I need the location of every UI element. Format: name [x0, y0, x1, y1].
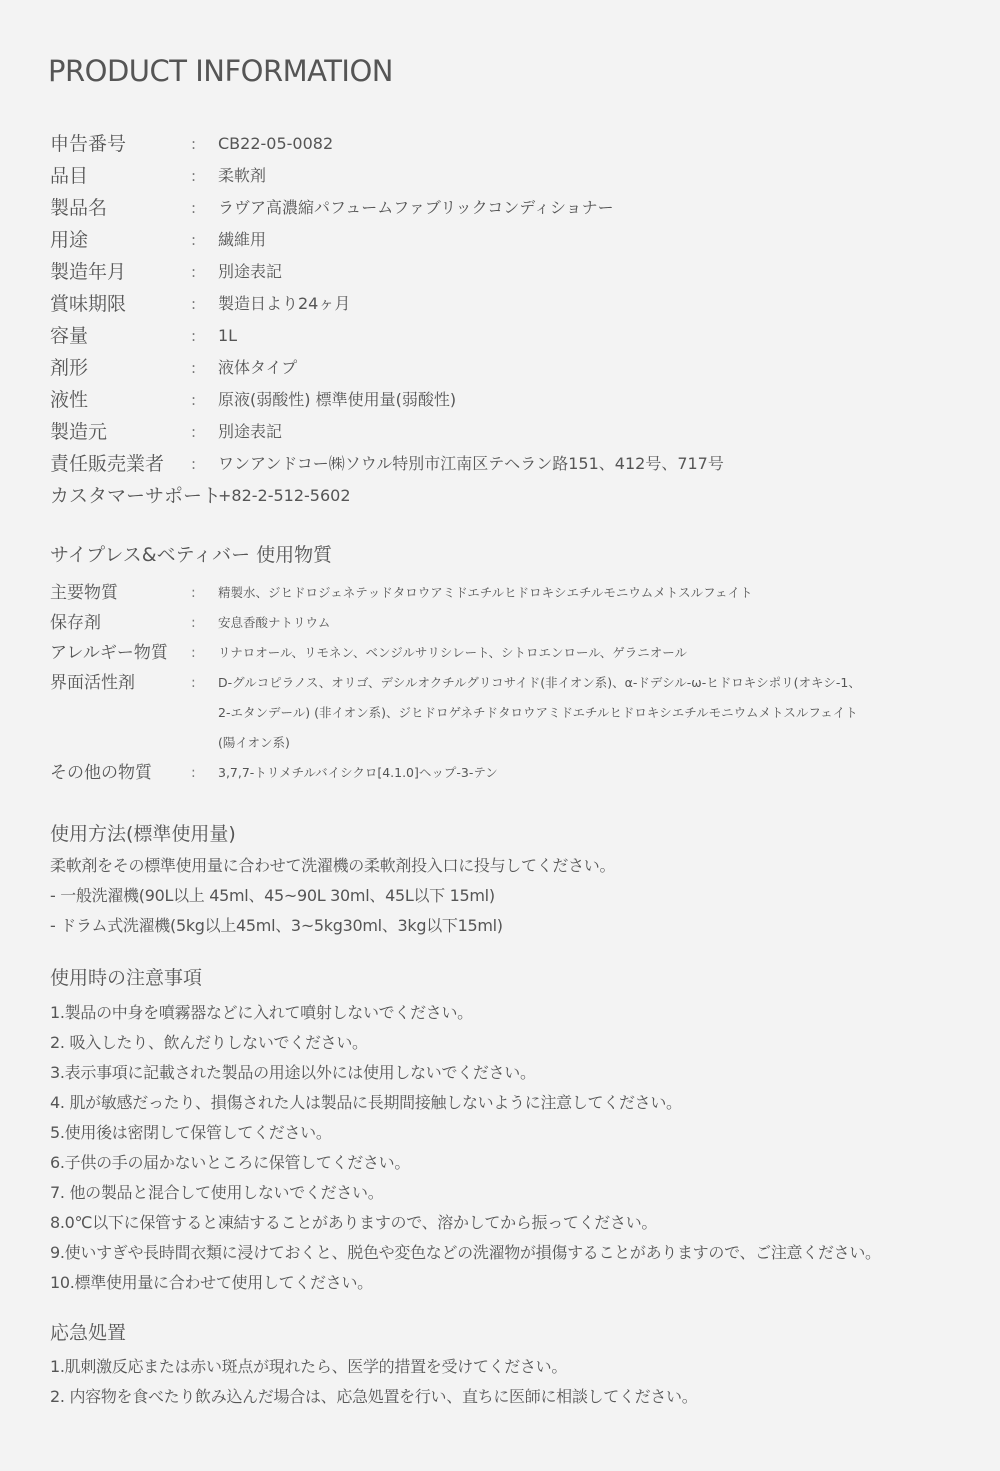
substance-row-other — [50, 758, 950, 788]
spec-value: 製造日より24ヶ月 — [218, 294, 351, 313]
substance-label: アレルギー物質 — [50, 643, 168, 663]
spec-label: 品目 — [50, 165, 89, 187]
first-aid-item: 2. 内容物を食べたり飲み込んだ場合は、応急処置を行い、直ちに医師に相談してください。 — [50, 1387, 698, 1406]
caution-item: 4. 肌が敏感だったり、損傷された人は製品に長期間接触しないように注意してください。 — [50, 1093, 682, 1112]
substance-colon: : — [191, 765, 196, 781]
caution-item: 8.0℃以下に保管すると凍結することがありますので、溶かしてから振ってください。 — [50, 1213, 658, 1232]
spec-value: 繊維用 — [218, 230, 267, 249]
spec-row-product-name — [50, 192, 950, 224]
spec-value: +82-2-512-5602 — [218, 486, 351, 505]
caution-item: 6.子供の手の届かないところに保管してください。 — [50, 1153, 411, 1172]
substance-value — [218, 578, 753, 608]
spec-value: 別途表記 — [218, 262, 283, 281]
spec-value: 液体タイプ — [218, 358, 298, 377]
substance-label: 主要物質 — [50, 583, 118, 603]
spec-row-form — [50, 352, 950, 384]
substance-colon: : — [191, 585, 196, 601]
substance-row-preservative — [50, 608, 950, 638]
spec-row-manufacturer — [50, 416, 950, 448]
first-aid-list — [50, 1352, 697, 1412]
spec-colon: : — [191, 199, 197, 217]
caution-item: 5.使用後は密閉して保管してください。 — [50, 1123, 332, 1142]
substance-label: その他の物質 — [50, 763, 152, 783]
caution-item: 3.表示事項に記載された製品の用途以外には使用しないでください。 — [50, 1063, 536, 1082]
caution-item: 7. 他の製品と混合して使用しないでください。 — [50, 1183, 384, 1202]
spec-label: 剤形 — [50, 357, 89, 379]
substance-table — [50, 578, 950, 788]
substance-line: (陽イオン系) — [218, 735, 290, 750]
spec-colon: : — [191, 359, 197, 377]
caution-item: 1.製品の中身を噴霧器などに入れて噴射しないでください。 — [50, 1003, 473, 1022]
substance-colon: : — [191, 615, 196, 631]
spec-row-report-number — [50, 128, 950, 160]
substance-value — [218, 668, 861, 758]
caution-item: 10.標準使用量に合わせて使用してください。 — [50, 1273, 373, 1292]
first-aid-heading: 応急処置 — [50, 1322, 127, 1344]
substance-label: 保存剤 — [50, 613, 101, 633]
spec-colon: : — [191, 167, 197, 185]
spec-label: 製造年月 — [50, 261, 127, 283]
substances-heading: サイプレス&ベティバー 使用物質 — [50, 544, 333, 566]
spec-label: 申告番号 — [50, 133, 127, 155]
spec-value: 1L — [218, 326, 238, 345]
spec-label: 責任販売業者 — [50, 453, 165, 475]
spec-colon: : — [191, 295, 197, 313]
substance-value — [218, 758, 498, 788]
usage-heading: 使用方法(標準使用量) — [50, 823, 236, 845]
substance-row-surfactant — [50, 668, 950, 758]
cautions-heading: 使用時の注意事項 — [50, 967, 203, 989]
spec-colon: : — [191, 423, 197, 441]
spec-colon: : — [191, 231, 197, 249]
spec-colon: : — [191, 263, 197, 281]
spec-value: ワンアンドコー㈱ソウル特別市江南区テヘラン路151、412号、717号 — [218, 454, 724, 473]
substance-line: 安息香酸ナトリウム — [218, 615, 331, 630]
first-aid-item: 1.肌刺激反応または赤い斑点が現れたら、医学的措置を受けてください。 — [50, 1357, 568, 1376]
substance-row-allergen — [50, 638, 950, 668]
spec-row-item — [50, 160, 950, 192]
substance-colon: : — [191, 675, 196, 691]
substance-line: 2-エタンデール) (非イオン系)、ジヒドロゲネチドタロウアミドエチルヒドロキシエチルモニウムメトスルフェイト — [218, 705, 858, 720]
spec-label: 賞味期限 — [50, 293, 127, 315]
spec-row-liquid-property — [50, 384, 950, 416]
usage-line: 柔軟剤をその標準使用量に合わせて洗濯機の柔軟剤投入口に投与してください。 — [50, 856, 616, 875]
usage-line: - 一般洗濯機(90L以上 45ml、45~90L 30ml、45L以下 15ml) — [50, 886, 495, 905]
spec-value: 原液(弱酸性) 標準使用量(弱酸性) — [218, 390, 457, 409]
substance-line: 3,7,7-トリメチルバイシクロ[4.1.0]ヘップ-3-テン — [218, 765, 498, 780]
substance-row-main — [50, 578, 950, 608]
substance-value — [218, 638, 687, 668]
caution-item: 9.使いすぎや長時間衣類に浸けておくと、脱色や変色などの洗濯物が損傷することがありますので、ご注意ください。 — [50, 1243, 881, 1262]
spec-label: 液性 — [50, 389, 89, 411]
substance-line: 精製水、ジヒドロジェネテッドタロウアミドエチルヒドロキシエチルモニウムメトスルフェイト — [218, 585, 753, 600]
substance-value — [218, 608, 330, 638]
spec-row-purpose — [50, 224, 950, 256]
spec-value: ラヴア高濃縮パフュームファブリックコンディショナー — [218, 198, 614, 217]
spec-row-capacity — [50, 320, 950, 352]
spec-value: CB22-05-0082 — [218, 134, 334, 153]
spec-label: カスタマーサポート — [50, 485, 222, 507]
spec-row-manufacture-date — [50, 256, 950, 288]
spec-label: 容量 — [50, 325, 89, 347]
cautions-list — [50, 998, 881, 1298]
spec-label: 製造元 — [50, 421, 108, 443]
spec-colon: : — [191, 135, 197, 153]
usage-text — [50, 851, 615, 941]
spec-label: 製品名 — [50, 197, 108, 219]
spec-table — [50, 128, 950, 512]
substance-line: リナロオール、リモネン、ベンジルサリシレート、シトロエンロール、ゲラニオール — [218, 645, 687, 660]
spec-colon: : — [191, 391, 197, 409]
page-title: PRODUCT INFORMATION — [48, 54, 393, 88]
spec-row-expiry — [50, 288, 950, 320]
spec-value: 柔軟剤 — [218, 166, 267, 185]
spec-colon: : — [191, 455, 197, 473]
substance-line: D-グルコピラノス、オリゴ、デシルオクチルグリコサイド(非イオン系)、α-ドデシル-ω-ヒドロキシポリ(オキシ-1、 — [218, 675, 861, 690]
substance-label: 界面活性剤 — [50, 673, 135, 693]
substance-colon: : — [191, 645, 196, 661]
spec-label: 用途 — [50, 229, 89, 251]
spec-colon: : — [191, 327, 197, 345]
caution-item: 2. 吸入したり、飲んだりしないでください。 — [50, 1033, 368, 1052]
spec-row-customer-support — [50, 480, 950, 512]
spec-value: 別途表記 — [218, 422, 283, 441]
usage-line: - ドラム式洗濯機(5kg以上45ml、3~5kg30ml、3kg以下15ml) — [50, 916, 503, 935]
spec-row-distributor — [50, 448, 950, 480]
